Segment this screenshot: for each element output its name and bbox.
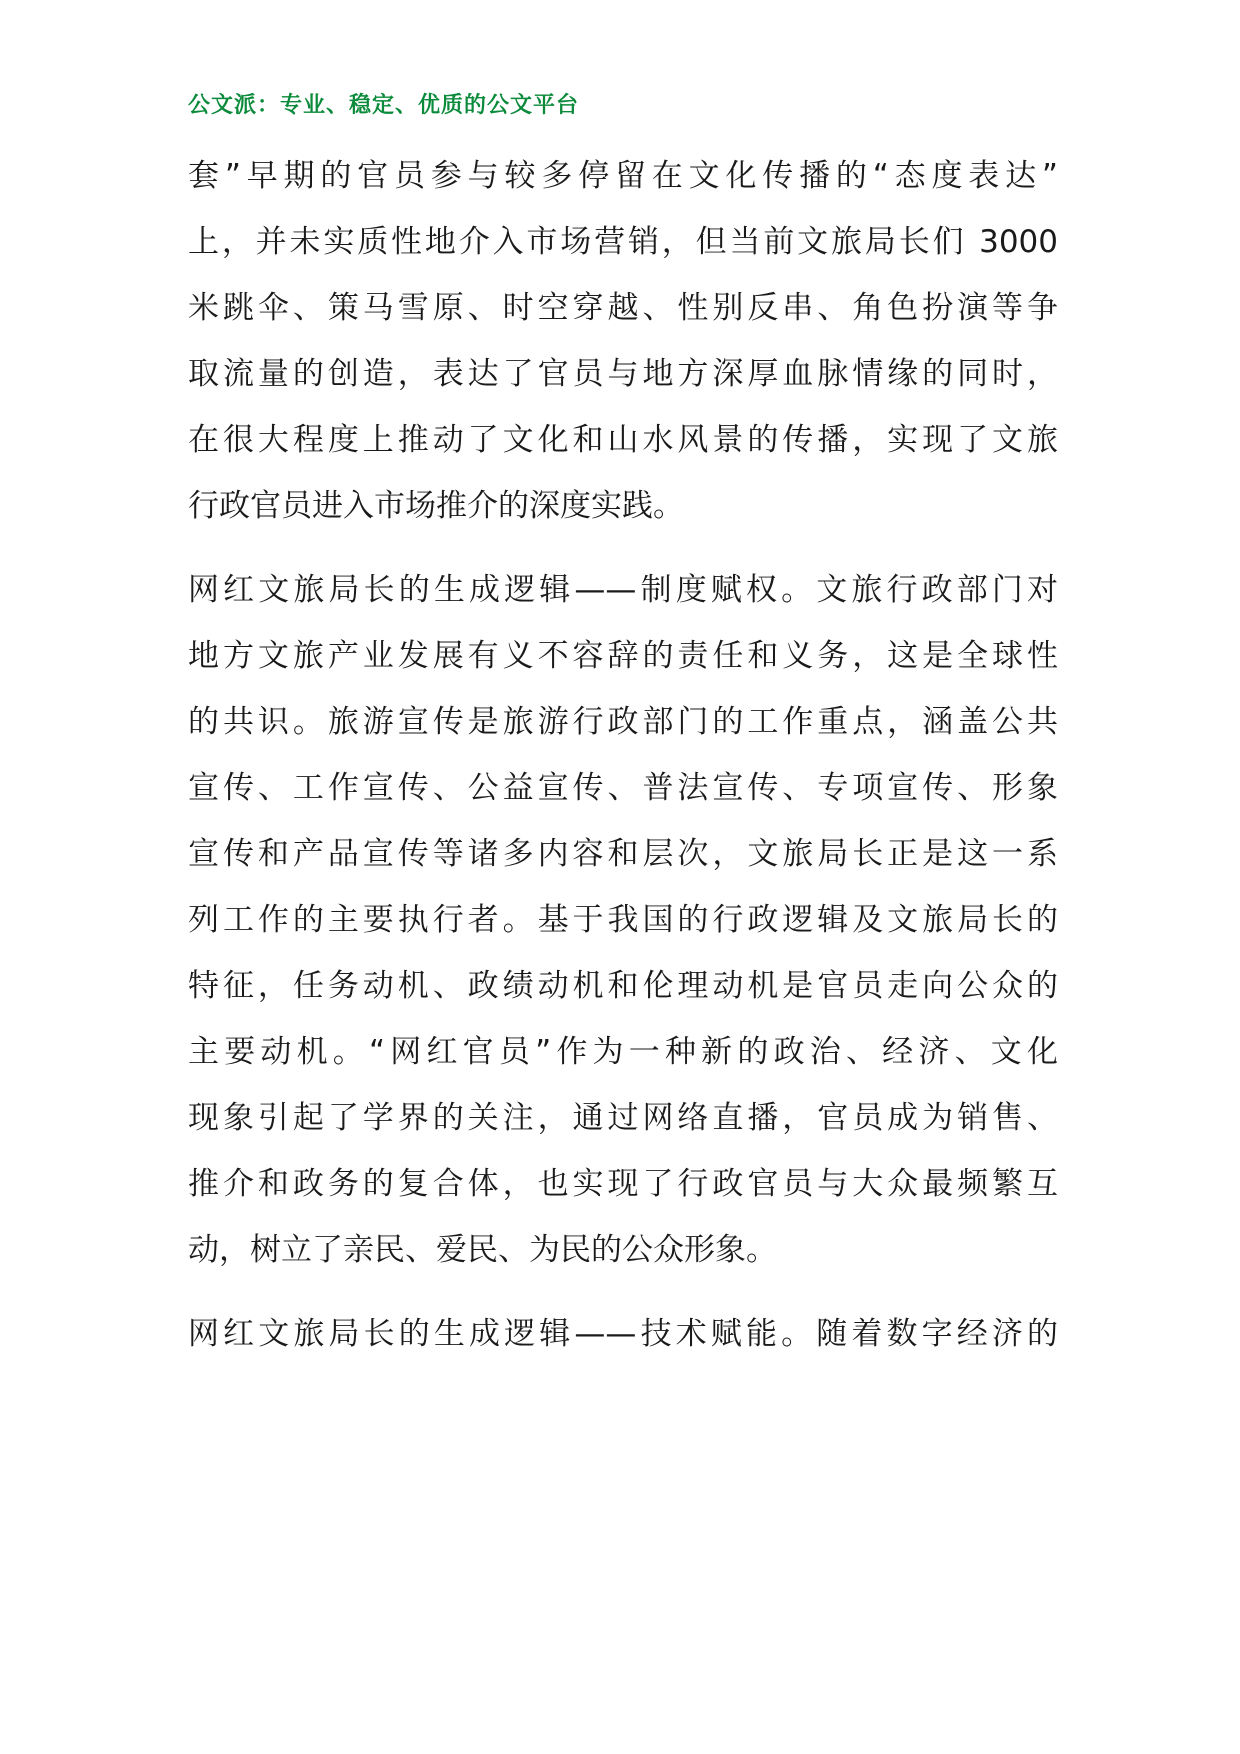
text-line: 现象引起了学界的关注，通过网络直播，官员成为销售、 [188,1100,1058,1136]
text-line: 在很大程度上推动了文化和山水风景的传播，实现了文旅 [188,422,1058,458]
text-line: 特征，任务动机、政绩动机和伦理动机是官员走向公众的 [188,968,1058,1004]
text-line: 地方文旅产业发展有义不容辞的责任和义务，这是全球性 [188,638,1058,674]
text-line: 动，树立了亲民、爱民、为民的公众形象。 [188,1232,777,1268]
text-line: 网红文旅局长的生成逻辑——制度赋权。文旅行政部门对 [188,572,1058,608]
text-line: 的共识。旅游宣传是旅游行政部门的工作重点，涵盖公共 [188,704,1058,740]
text-line: 行政官员进入市场推介的深度实践。 [188,488,684,524]
text-line: 上，并未实质性地介入市场营销，但当前文旅局长们 3000 [188,224,1058,260]
text-line: 主要动机。“网红官员”作为一种新的政治、经济、文化 [188,1034,1058,1070]
text-line: 列工作的主要执行者。基于我国的行政逻辑及文旅局长的 [188,902,1058,938]
text-line: 套”早期的官员参与较多停留在文化传播的“态度表达” [188,158,1058,194]
text-line: 宣传和产品宣传等诸多内容和层次，文旅局长正是这一系 [188,836,1058,872]
text-line: 网红文旅局长的生成逻辑——技术赋能。随着数字经济的 [188,1316,1058,1352]
text-line: 取流量的创造，表达了官员与地方深厚血脉情缘的同时， [188,356,1058,392]
text-line: 推介和政务的复合体，也实现了行政官员与大众最频繁互 [188,1166,1058,1202]
text-line: 宣传、工作宣传、公益宣传、普法宣传、专项宣传、形象 [188,770,1058,806]
page-header: 公文派：专业、稳定、优质的公文平台 [188,93,580,118]
text-line: 米跳伞、策马雪原、时空穿越、性别反串、角色扮演等争 [188,290,1058,326]
